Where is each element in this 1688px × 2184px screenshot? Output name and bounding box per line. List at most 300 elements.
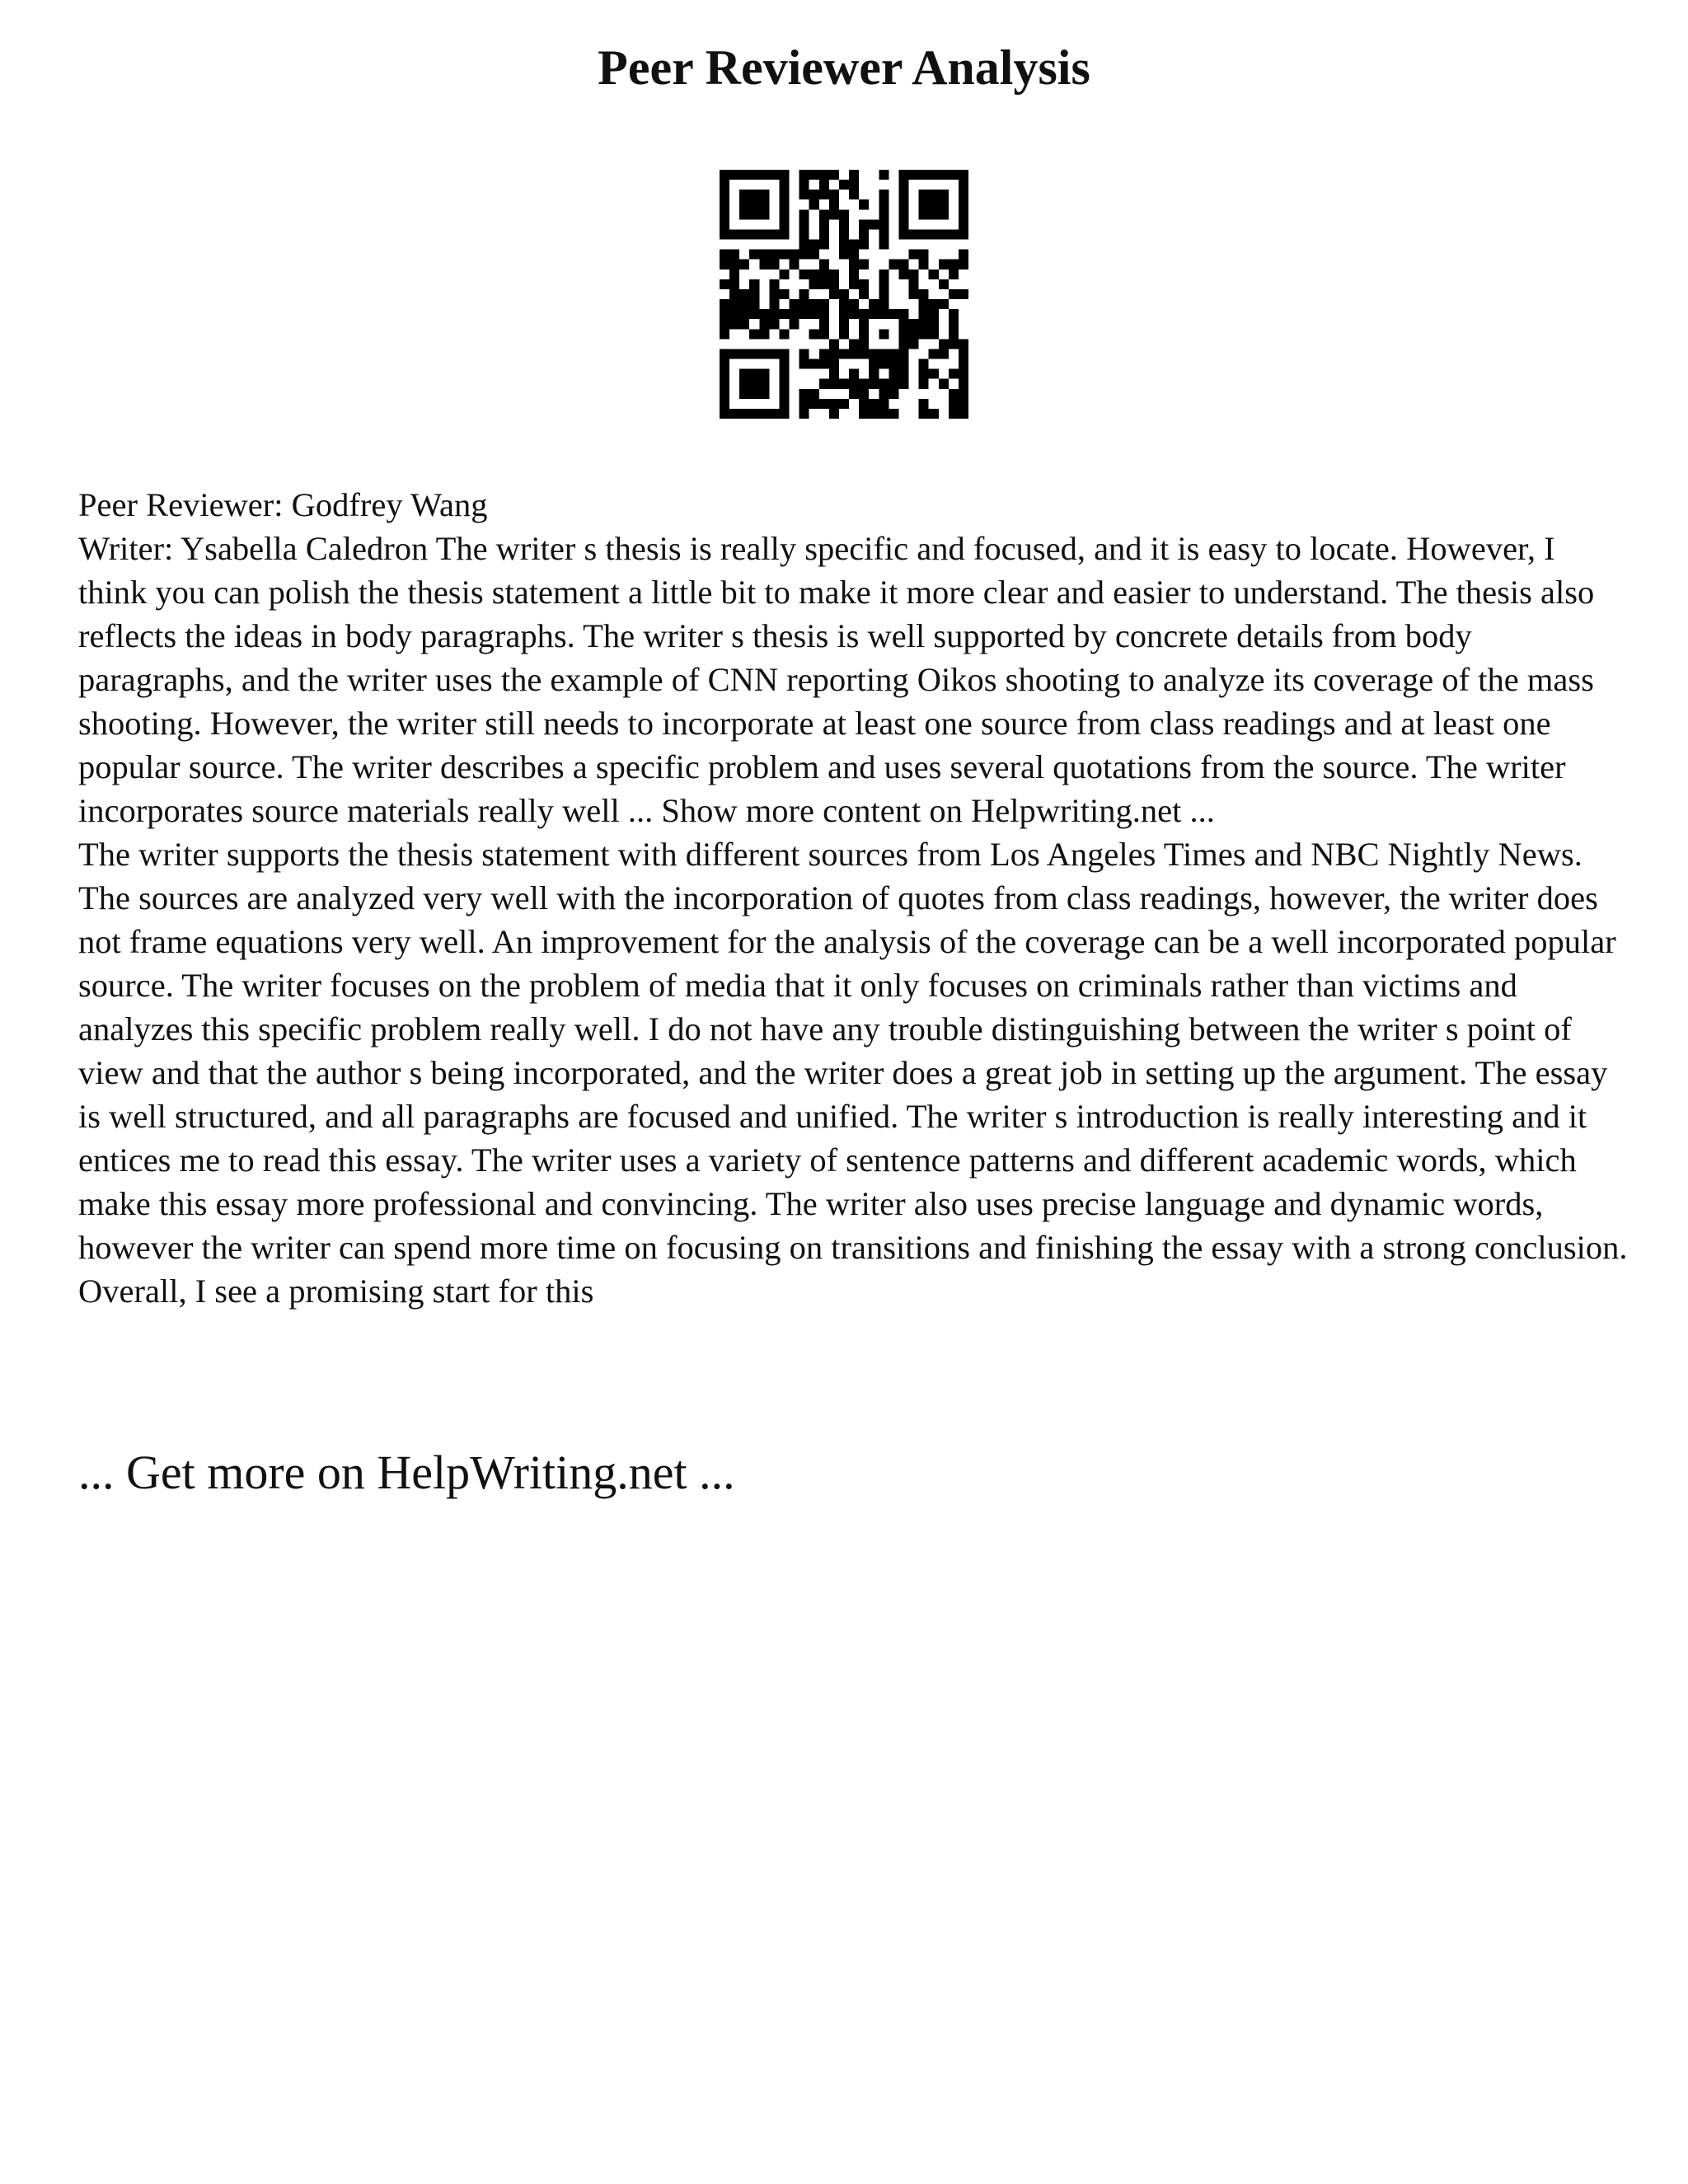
- qr-module: [849, 369, 859, 379]
- qr-module: [939, 190, 949, 199]
- qr-module: [779, 199, 789, 209]
- review-paragraph-1: Writer: Ysabella Caledron The writer s thesis is really specific and focused, and it is easy to locate. However, I think you can polish the thesis statement a little bit to make it more clear and easier to understand. The thesis also reflects the ideas in body paragraphs. The writer s thesis is well supported by concrete details from body paragraphs, and the writer uses the example of CNN reporting Oikos shooting to analyze its coverage of the mass shooting. However, the writer still needs to incorporate at least one source from class readings and at least one popular source. The writer describes a specific problem and uses several quotations from the source. The writer incorporates source materials really well ... Show more content on Helpwriting.net ...: [78, 530, 1595, 829]
- qr-module: [879, 269, 889, 279]
- qr-module: [729, 170, 739, 180]
- qr-module: [739, 190, 749, 199]
- qr-module: [799, 409, 809, 419]
- qr-module: [889, 389, 898, 399]
- qr-module: [769, 319, 779, 329]
- qr-module: [879, 229, 889, 239]
- qr-module: [829, 289, 839, 299]
- qr-module: [739, 260, 749, 269]
- qr-module: [720, 250, 729, 260]
- qr-module: [819, 329, 829, 339]
- qr-module: [949, 229, 959, 239]
- qr-module: [720, 369, 729, 379]
- qr-module: [799, 299, 809, 309]
- qr-module: [819, 209, 829, 219]
- qr-module: [839, 349, 849, 359]
- qr-module: [949, 269, 959, 279]
- qr-module: [959, 409, 968, 419]
- qr-module: [939, 229, 949, 239]
- qr-module: [790, 309, 799, 319]
- qr-module: [819, 219, 829, 229]
- qr-module: [739, 409, 749, 419]
- qr-module: [779, 399, 789, 409]
- qr-module: [919, 190, 929, 199]
- qr-module: [790, 260, 799, 269]
- qr-module: [939, 379, 949, 389]
- qr-module: [759, 250, 769, 260]
- qr-module: [909, 289, 919, 299]
- qr-module: [849, 299, 859, 309]
- qr-module: [779, 369, 789, 379]
- qr-module: [859, 309, 869, 319]
- qr-module: [959, 289, 968, 299]
- qr-module: [729, 349, 739, 359]
- qr-module: [909, 279, 919, 289]
- qr-module: [879, 399, 889, 409]
- qr-module: [959, 379, 968, 389]
- qr-module: [839, 379, 849, 389]
- qr-module: [929, 329, 939, 339]
- qr-module: [839, 309, 849, 319]
- qr-module: [839, 240, 849, 250]
- qr-module: [759, 319, 769, 329]
- qr-module: [889, 369, 898, 379]
- qr-module: [720, 180, 729, 190]
- qr-module: [869, 299, 879, 309]
- qr-module: [949, 329, 959, 339]
- qr-module: [919, 309, 929, 319]
- review-body: [78, 483, 1628, 1313]
- qr-module: [959, 389, 968, 399]
- qr-module: [898, 369, 908, 379]
- qr-module: [829, 279, 839, 289]
- qr-module: [849, 250, 859, 260]
- qr-module: [949, 369, 959, 379]
- qr-module: [929, 199, 939, 209]
- qr-module: [849, 180, 859, 190]
- qr-module: [720, 209, 729, 219]
- qr-module: [898, 180, 908, 190]
- qr-module: [749, 369, 759, 379]
- qr-module: [779, 289, 789, 299]
- qr-module: [829, 399, 839, 409]
- qr-module: [749, 229, 759, 239]
- qr-module: [859, 289, 869, 299]
- qr-module: [959, 369, 968, 379]
- qr-module: [849, 389, 859, 399]
- qr-module: [799, 209, 809, 219]
- qr-module: [739, 389, 749, 399]
- qr-module: [819, 319, 829, 329]
- qr-module: [799, 389, 809, 399]
- qr-module: [929, 170, 939, 180]
- qr-module: [729, 299, 739, 309]
- qr-module: [809, 389, 819, 399]
- qr-module: [799, 170, 809, 180]
- qr-module: [779, 190, 789, 199]
- qr-module: [859, 219, 869, 229]
- qr-module: [749, 409, 759, 419]
- qr-module: [779, 389, 789, 399]
- qr-module: [919, 329, 929, 339]
- qr-module: [869, 369, 879, 379]
- qr-module: [729, 250, 739, 260]
- qr-module: [809, 399, 819, 409]
- qr-module: [829, 339, 839, 349]
- qr-module: [879, 359, 889, 369]
- qr-module: [949, 289, 959, 299]
- qr-module: [879, 309, 889, 319]
- qr-module: [879, 389, 889, 399]
- qr-module: [889, 349, 898, 359]
- qr-module: [749, 199, 759, 209]
- qr-module: [919, 170, 929, 180]
- qr-module: [949, 339, 959, 349]
- qr-module: [819, 359, 829, 369]
- qr-module: [869, 219, 879, 229]
- qr-module: [929, 309, 939, 319]
- qr-module: [759, 379, 769, 389]
- qr-module: [779, 209, 789, 219]
- qr-module: [879, 199, 889, 209]
- qr-module: [729, 289, 739, 299]
- qr-module: [869, 409, 879, 419]
- qr-module: [829, 170, 839, 180]
- qr-module: [959, 399, 968, 409]
- qr-module: [739, 170, 749, 180]
- qr-module: [720, 299, 729, 309]
- qr-module: [909, 229, 919, 239]
- qr-module: [819, 260, 829, 269]
- qr-module: [949, 309, 959, 319]
- qr-module: [859, 260, 869, 269]
- qr-module: [839, 229, 849, 239]
- qr-module: [779, 379, 789, 389]
- qr-module: [839, 319, 849, 329]
- qr-module: [749, 309, 759, 319]
- qr-module: [859, 339, 869, 349]
- qr-module: [959, 229, 968, 239]
- qr-module: [869, 379, 879, 389]
- qr-module: [898, 209, 908, 219]
- qr-module: [959, 339, 968, 349]
- qr-module: [898, 359, 908, 369]
- qr-module: [898, 170, 908, 180]
- qr-module: [939, 260, 949, 269]
- qr-module: [898, 309, 908, 319]
- qr-module: [898, 229, 908, 239]
- qr-module: [790, 250, 799, 260]
- qr-module: [849, 240, 859, 250]
- qr-module: [898, 269, 908, 279]
- qr-module: [749, 190, 759, 199]
- qr-module: [949, 389, 959, 399]
- qr-module: [809, 170, 819, 180]
- qr-module: [809, 309, 819, 319]
- qr-module: [790, 299, 799, 309]
- qr-module: [939, 299, 949, 309]
- qr-module: [919, 359, 929, 369]
- qr-module: [739, 229, 749, 239]
- qr-module: [739, 319, 749, 329]
- qr-module: [859, 379, 869, 389]
- qr-module: [859, 229, 869, 239]
- qr-module: [909, 319, 919, 329]
- qr-module: [759, 309, 769, 319]
- qr-module: [779, 309, 789, 319]
- qr-module: [859, 329, 869, 339]
- qr-module: [959, 209, 968, 219]
- qr-module: [819, 309, 829, 319]
- qr-module: [739, 349, 749, 359]
- qr-module: [739, 369, 749, 379]
- qr-module: [919, 379, 929, 389]
- qr-module: [799, 359, 809, 369]
- qr-module: [898, 199, 908, 209]
- qr-module: [729, 279, 739, 289]
- qr-module: [799, 269, 809, 279]
- qr-module: [898, 190, 908, 199]
- qr-module: [759, 260, 769, 269]
- qr-module: [749, 389, 759, 399]
- qr-module: [799, 190, 809, 199]
- qr-module: [720, 319, 729, 329]
- qr-module: [898, 329, 908, 339]
- qr-module: [779, 409, 789, 419]
- qr-module: [720, 279, 729, 289]
- qr-module: [898, 349, 908, 359]
- qr-module: [929, 369, 939, 379]
- qr-module: [819, 229, 829, 239]
- qr-module: [869, 349, 879, 359]
- qr-module: [799, 240, 809, 250]
- qr-module: [769, 279, 779, 289]
- qr-module: [849, 279, 859, 289]
- qr-module: [839, 329, 849, 339]
- qr-module: [889, 379, 898, 389]
- qr-module: [769, 289, 779, 299]
- qr-module: [759, 329, 769, 339]
- qr-module: [929, 319, 939, 329]
- qr-module: [729, 319, 739, 329]
- qr-module: [879, 379, 889, 389]
- qr-module: [819, 279, 829, 289]
- qr-module: [739, 379, 749, 389]
- qr-module: [790, 319, 799, 329]
- qr-module: [839, 289, 849, 299]
- qr-module: [959, 190, 968, 199]
- qr-module: [739, 299, 749, 309]
- qr-module: [939, 279, 949, 289]
- qr-module: [759, 409, 769, 419]
- qr-module: [959, 250, 968, 260]
- qr-module: [809, 329, 819, 339]
- qr-module: [759, 209, 769, 219]
- qr-module: [919, 299, 929, 309]
- page-title: Peer Reviewer Analysis: [598, 40, 1090, 95]
- qr-module: [839, 250, 849, 260]
- qr-module: [849, 349, 859, 359]
- qr-module: [720, 190, 729, 199]
- qr-module: [929, 229, 939, 239]
- qr-module: [720, 389, 729, 399]
- qr-module: [749, 250, 759, 260]
- qr-module: [859, 279, 869, 289]
- qr-module: [919, 399, 929, 409]
- qr-module: [919, 250, 929, 260]
- qr-module: [849, 339, 859, 349]
- qr-module: [749, 209, 759, 219]
- qr-module: [849, 379, 859, 389]
- qr-module: [859, 199, 869, 209]
- qr-module: [898, 260, 908, 269]
- qr-module: [919, 369, 929, 379]
- qr-module: [849, 170, 859, 180]
- qr-module: [819, 299, 829, 309]
- qr-module: [829, 379, 839, 389]
- qr-module: [829, 190, 839, 199]
- qr-module: [849, 269, 859, 279]
- qr-module: [720, 309, 729, 319]
- qr-module: [949, 260, 959, 269]
- qr-module: [898, 319, 908, 329]
- qr-module: [720, 409, 729, 419]
- qr-module: [859, 389, 869, 399]
- qr-module: [759, 229, 769, 239]
- qr-module: [839, 219, 849, 229]
- qr-module: [849, 309, 859, 319]
- qr-module: [769, 299, 779, 309]
- qr-module: [919, 289, 929, 299]
- qr-module: [829, 349, 839, 359]
- qr-module: [889, 260, 898, 269]
- qr-module: [809, 199, 819, 209]
- qr-module: [720, 170, 729, 180]
- qr-module: [809, 299, 819, 309]
- qr-module: [799, 250, 809, 260]
- qr-module: [859, 399, 869, 409]
- qr-module: [720, 399, 729, 409]
- qr-module: [959, 180, 968, 190]
- qr-module: [859, 319, 869, 329]
- qr-module: [799, 289, 809, 299]
- qr-module: [799, 309, 809, 319]
- qr-module: [799, 399, 809, 409]
- qr-module: [929, 299, 939, 309]
- qr-module: [819, 399, 829, 409]
- qr-module: [879, 190, 889, 199]
- qr-module: [799, 180, 809, 190]
- qr-module: [909, 339, 919, 349]
- qr-module: [919, 260, 929, 269]
- qr-module: [809, 240, 819, 250]
- qr-module: [959, 359, 968, 369]
- qr-module: [799, 349, 809, 359]
- qr-module: [819, 349, 829, 359]
- qr-module: [889, 309, 898, 319]
- qr-module: [949, 399, 959, 409]
- qr-module: [959, 199, 968, 209]
- qr-module: [729, 229, 739, 239]
- qr-module: [720, 219, 729, 229]
- qr-module: [819, 180, 829, 190]
- qr-module: [809, 250, 819, 260]
- qr-module: [959, 260, 968, 269]
- qr-module: [809, 269, 819, 279]
- qr-module: [919, 209, 929, 219]
- qr-module: [739, 199, 749, 209]
- qr-module: [909, 329, 919, 339]
- qr-module: [749, 279, 759, 289]
- qr-module: [879, 349, 889, 359]
- qr-module: [819, 190, 829, 199]
- qr-module: [769, 229, 779, 239]
- qr-module: [939, 170, 949, 180]
- qr-module: [879, 240, 889, 250]
- qr-module: [919, 199, 929, 209]
- qr-module: [819, 170, 829, 180]
- qr-module: [759, 170, 769, 180]
- qr-module: [879, 209, 889, 219]
- qr-module: [739, 289, 749, 299]
- qr-module: [749, 289, 759, 299]
- qr-module: [779, 170, 789, 180]
- qr-module: [739, 209, 749, 219]
- qr-module: [959, 170, 968, 180]
- qr-module: [779, 329, 789, 339]
- qr-module: [829, 209, 839, 219]
- qr-module: [829, 359, 839, 369]
- qr-module: [779, 269, 789, 279]
- qr-module: [949, 170, 959, 180]
- qr-module: [889, 409, 898, 419]
- qr-module: [929, 269, 939, 279]
- qr-module: [759, 349, 769, 359]
- qr-module: [720, 359, 729, 369]
- qr-module: [769, 409, 779, 419]
- qr-module: [729, 269, 739, 279]
- qr-module: [749, 299, 759, 309]
- qr-module: [939, 209, 949, 219]
- qr-module: [949, 409, 959, 419]
- qr-module: [729, 309, 739, 319]
- qr-module: [939, 199, 949, 209]
- qr-module: [769, 170, 779, 180]
- qr-module: [909, 170, 919, 180]
- qr-module: [879, 279, 889, 289]
- qr-module: [839, 299, 849, 309]
- qr-module: [769, 250, 779, 260]
- qr-module: [919, 409, 929, 419]
- qr-module: [720, 260, 729, 269]
- qr-module: [859, 240, 869, 250]
- qr-module: [849, 190, 859, 199]
- qr-module: [779, 349, 789, 359]
- qr-module: [779, 250, 789, 260]
- qr-module: [849, 260, 859, 269]
- qr-module: [869, 309, 879, 319]
- get-more-link[interactable]: ... Get more on HelpWriting.net ...: [78, 1446, 735, 1499]
- qr-module: [779, 219, 789, 229]
- qr-module: [959, 349, 968, 359]
- qr-module: [839, 180, 849, 190]
- qr-module: [929, 409, 939, 419]
- qr-module: [749, 170, 759, 180]
- qr-module: [769, 260, 779, 269]
